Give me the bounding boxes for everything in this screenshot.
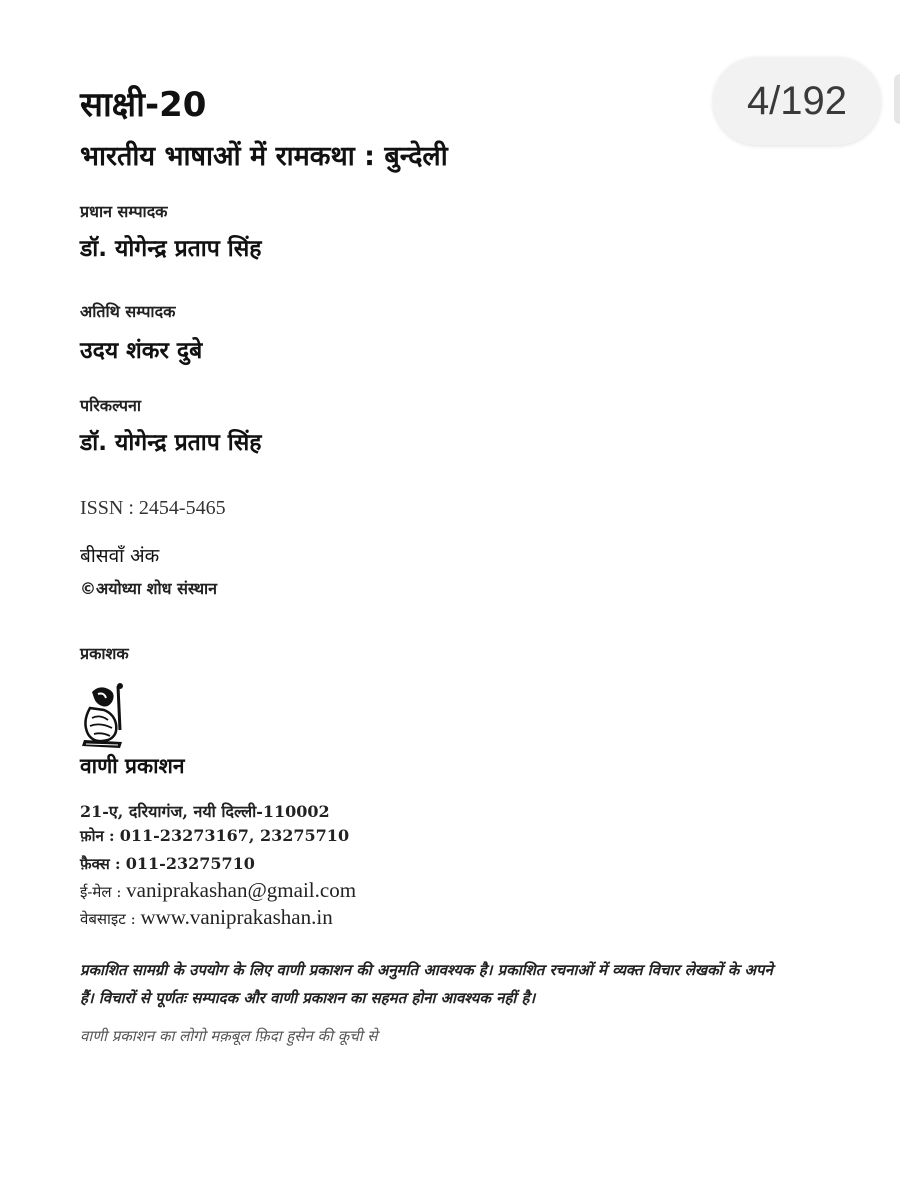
publisher-label: प्रकाशक <box>80 644 129 663</box>
copyright-line: ©अयोध्या शोध संस्थान <box>80 579 218 598</box>
journal-title: साक्षी-20 <box>80 85 207 125</box>
issn-number: ISSN : 2454-5465 <box>80 497 226 519</box>
publisher-logo-text: वाणी प्रकाशन <box>80 754 185 778</box>
phone-row <box>80 826 349 846</box>
website-label: वेबसाइट : <box>80 910 141 928</box>
phone-value: 011-23273167, 23275710 <box>119 826 350 845</box>
concept-label: परिकल्पना <box>80 396 142 415</box>
concept-name: डॉ. योगेन्द्र प्रताप सिंह <box>80 430 262 456</box>
publisher-address: 21-ए, दरियागंज, नयी दिल्ली-110002 <box>80 802 330 821</box>
logo-credit: वाणी प्रकाशन का लोगो मक़बूल फ़िदा हुसेन की कूची से <box>80 1027 378 1045</box>
journal-subtitle: भारतीय भाषाओं में रामकथा : बुन्देली <box>80 141 448 172</box>
fax-value: 011-23275710 <box>125 854 255 873</box>
fax-row <box>80 854 255 874</box>
website-row <box>80 905 333 930</box>
email-value[interactable]: vaniprakashan@gmail.com <box>126 878 357 902</box>
publisher-logo-icon <box>78 682 130 750</box>
scroll-handle[interactable] <box>894 74 900 124</box>
guest-editor-name: उदय शंकर दुबे <box>80 338 203 364</box>
chief-editor-name: डॉ. योगेन्द्र प्रताप सिंह <box>80 236 262 262</box>
guest-editor-label: अतिथि सम्पादक <box>80 302 176 321</box>
page-indicator[interactable] <box>713 57 881 145</box>
chief-editor-label: प्रधान सम्पादक <box>80 202 168 221</box>
email-row <box>80 878 356 903</box>
email-label: ई-मेल : <box>80 883 127 901</box>
page-indicator-label: 4/192 <box>746 78 848 123</box>
website-value[interactable]: www.vaniprakashan.in <box>140 905 333 929</box>
permission-notice: प्रकाशित सामग्री के उपयोग के लिए वाणी प्रकाशन की अनुमति आवश्यक है। प्रकाशित रचनाओं में व्यक्त विचार लेखकों के अपने हैं। विचारों से पूर्णतः सम्पादक और वाणी प्रकाशन का सहमत होना आवश्यक नहीं है। <box>80 961 773 1007</box>
issue-number: बीसवाँ अंक <box>80 545 160 567</box>
fax-label: फ़ैक्स : <box>80 855 126 873</box>
phone-label: फ़ोन : <box>80 827 120 845</box>
